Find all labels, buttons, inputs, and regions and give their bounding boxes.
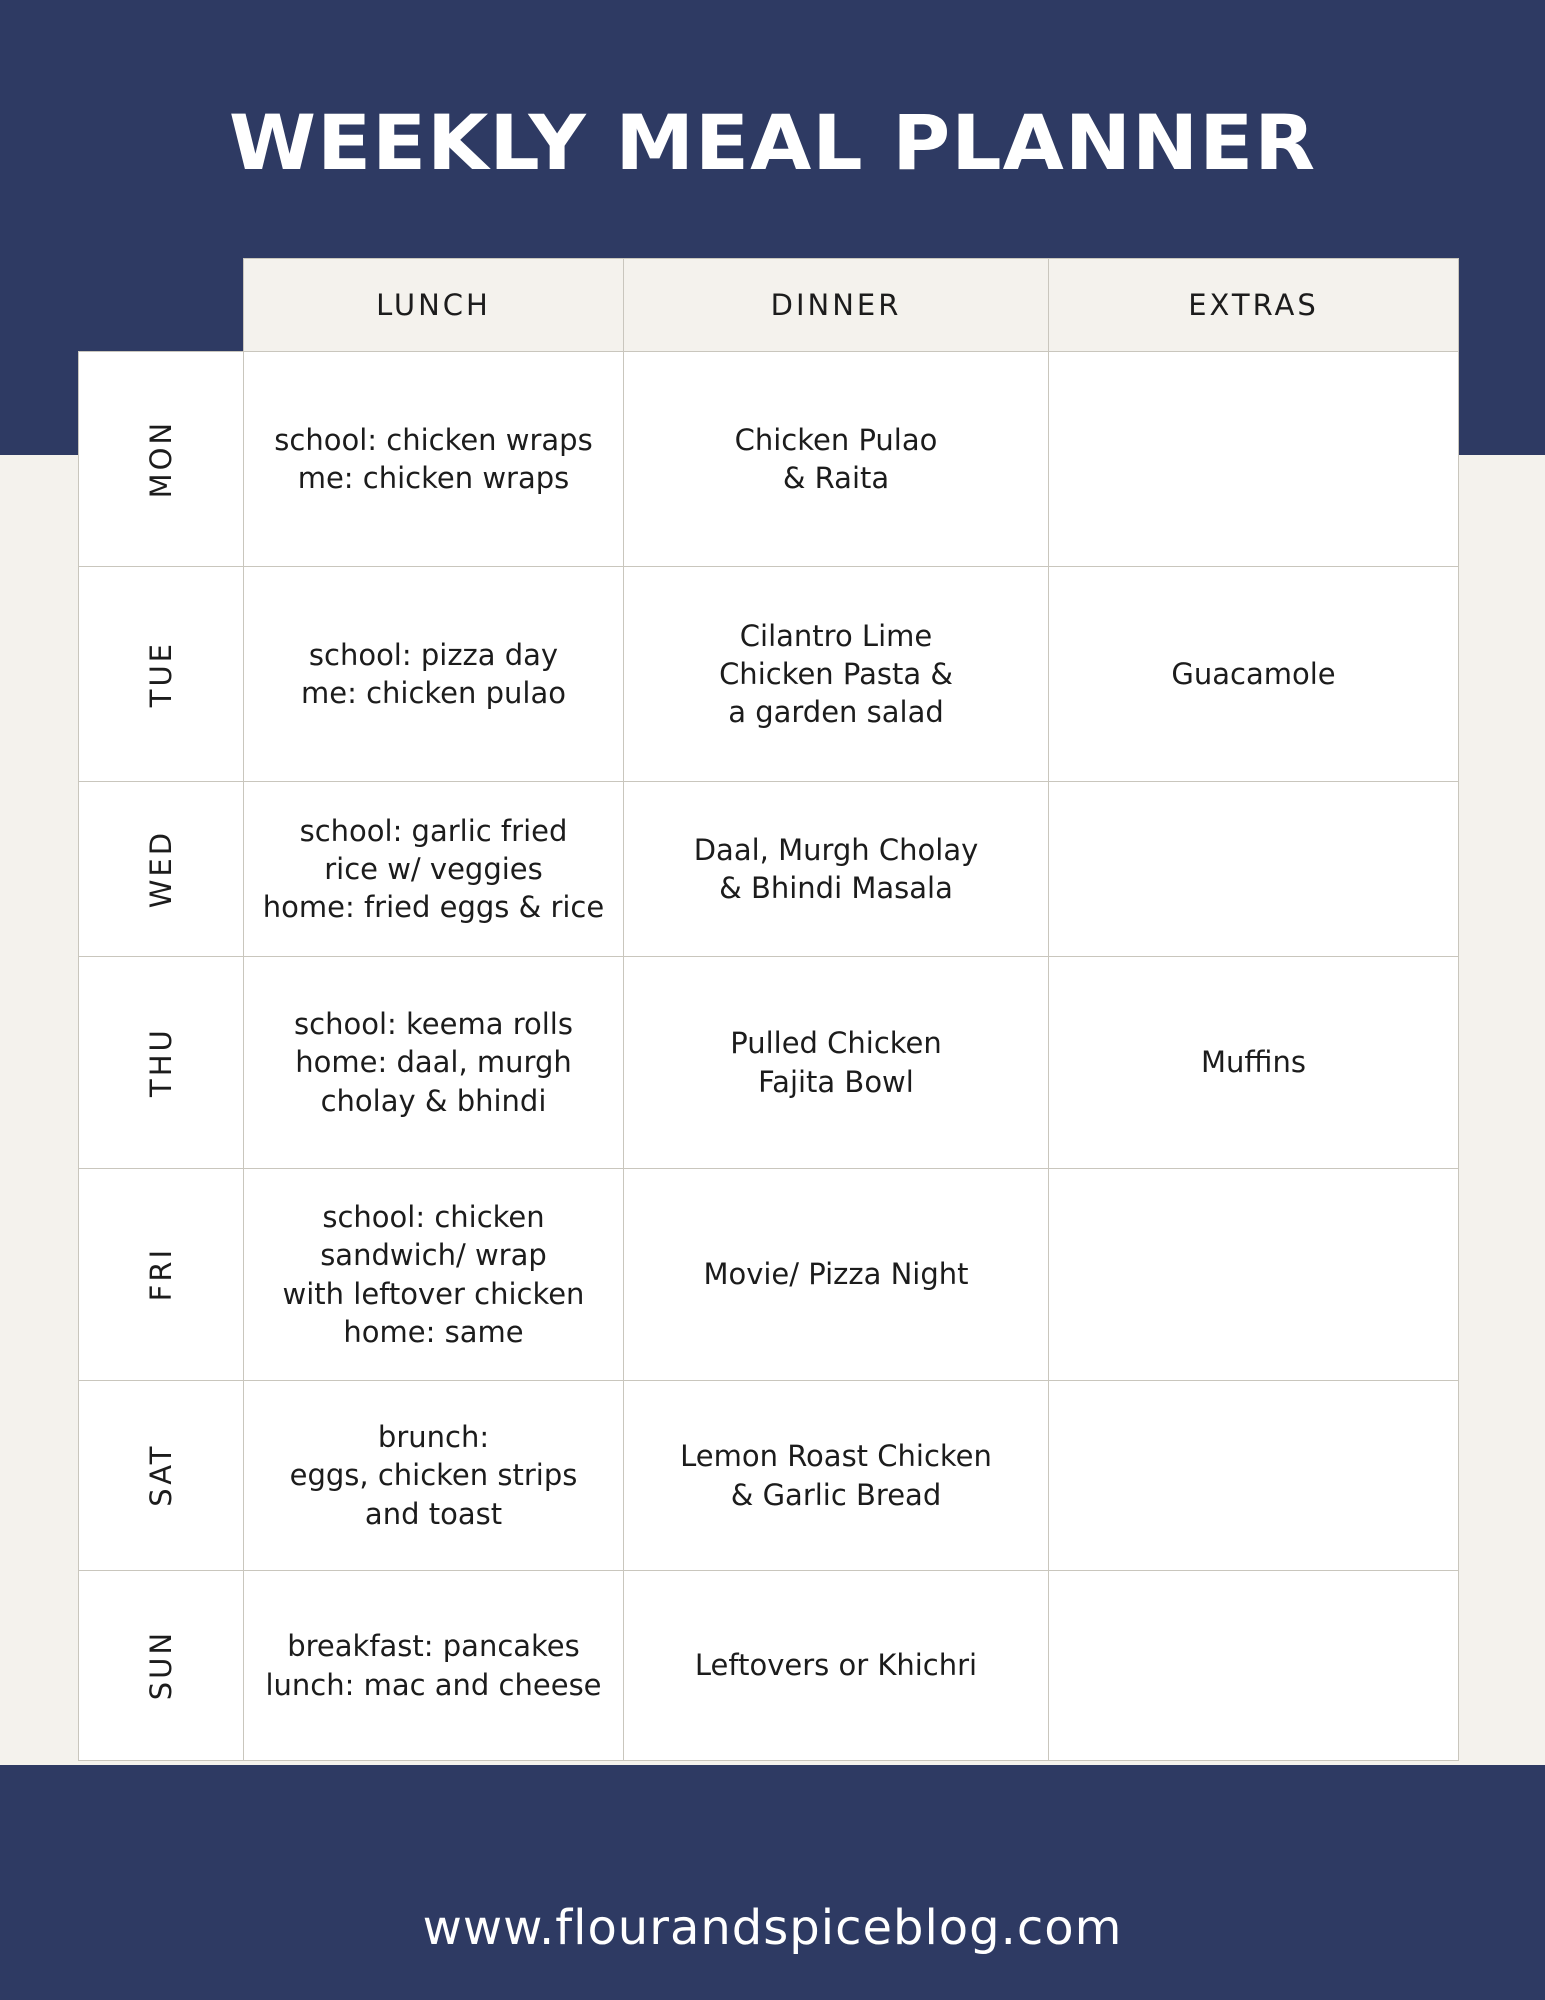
- day-label-sun: [79, 1571, 244, 1761]
- table-header-row: [79, 259, 1459, 352]
- day-label-text: MON: [143, 419, 178, 499]
- day-label-tue: [79, 567, 244, 782]
- cell-lunch-fri: school: chicken sandwich/ wrap with leftover chicken home: same: [244, 1169, 624, 1381]
- cell-lunch-sun: breakfast: pancakes lunch: mac and cheese: [244, 1571, 624, 1761]
- cell-extras-thu: Muffins: [1049, 957, 1459, 1169]
- day-label-wed: [79, 782, 244, 957]
- cell-lunch-sat: brunch: eggs, chicken strips and toast: [244, 1381, 624, 1571]
- header-extras: EXTRAS: [1049, 259, 1459, 352]
- day-label-text: FRI: [143, 1247, 178, 1302]
- day-label-text: TUE: [143, 640, 178, 708]
- day-label-sat: [79, 1381, 244, 1571]
- cell-lunch-tue: school: pizza day me: chicken pulao: [244, 567, 624, 782]
- cell-dinner-tue: Cilantro Lime Chicken Pasta & a garden salad: [624, 567, 1049, 782]
- day-label-text: SUN: [143, 1630, 178, 1701]
- cell-dinner-fri: Movie/ Pizza Night: [624, 1169, 1049, 1381]
- cell-extras-fri: [1049, 1169, 1459, 1381]
- cell-extras-wed: [1049, 782, 1459, 957]
- day-label-text: SAT: [143, 1443, 178, 1508]
- header-dinner: DINNER: [624, 259, 1049, 352]
- table-row: [79, 1381, 1459, 1571]
- cell-dinner-sun: Leftovers or Khichri: [624, 1571, 1049, 1761]
- cell-lunch-thu: school: keema rolls home: daal, murgh cholay & bhindi: [244, 957, 624, 1169]
- table-row: [79, 782, 1459, 957]
- table-row: [79, 1169, 1459, 1381]
- cell-extras-sun: [1049, 1571, 1459, 1761]
- day-label-text: THU: [143, 1027, 178, 1098]
- footer-url: www.flourandspiceblog.com: [422, 1900, 1123, 1956]
- cell-lunch-mon: school: chicken wraps me: chicken wraps: [244, 352, 624, 567]
- cell-lunch-wed: school: garlic fried rice w/ veggies home: fried eggs & rice: [244, 782, 624, 957]
- page-title: WEEKLY MEAL PLANNER: [228, 98, 1317, 187]
- day-label-mon: [79, 352, 244, 567]
- table-row: [79, 567, 1459, 782]
- meal-planner-table: [78, 258, 1459, 1761]
- day-label-text: WED: [143, 829, 178, 909]
- table-row: [79, 1571, 1459, 1761]
- cell-dinner-wed: Daal, Murgh Cholay & Bhindi Masala: [624, 782, 1049, 957]
- cell-extras-sat: [1049, 1381, 1459, 1571]
- cell-dinner-sat: Lemon Roast Chicken & Garlic Bread: [624, 1381, 1049, 1571]
- day-label-fri: [79, 1169, 244, 1381]
- header-lunch: LUNCH: [244, 259, 624, 352]
- cell-dinner-thu: Pulled Chicken Fajita Bowl: [624, 957, 1049, 1169]
- header-corner: [79, 259, 244, 352]
- table-row: [79, 352, 1459, 567]
- day-label-thu: [79, 957, 244, 1169]
- cell-dinner-mon: Chicken Pulao & Raita: [624, 352, 1049, 567]
- cell-extras-mon: [1049, 352, 1459, 567]
- table-row: [79, 957, 1459, 1169]
- cell-extras-tue: Guacamole: [1049, 567, 1459, 782]
